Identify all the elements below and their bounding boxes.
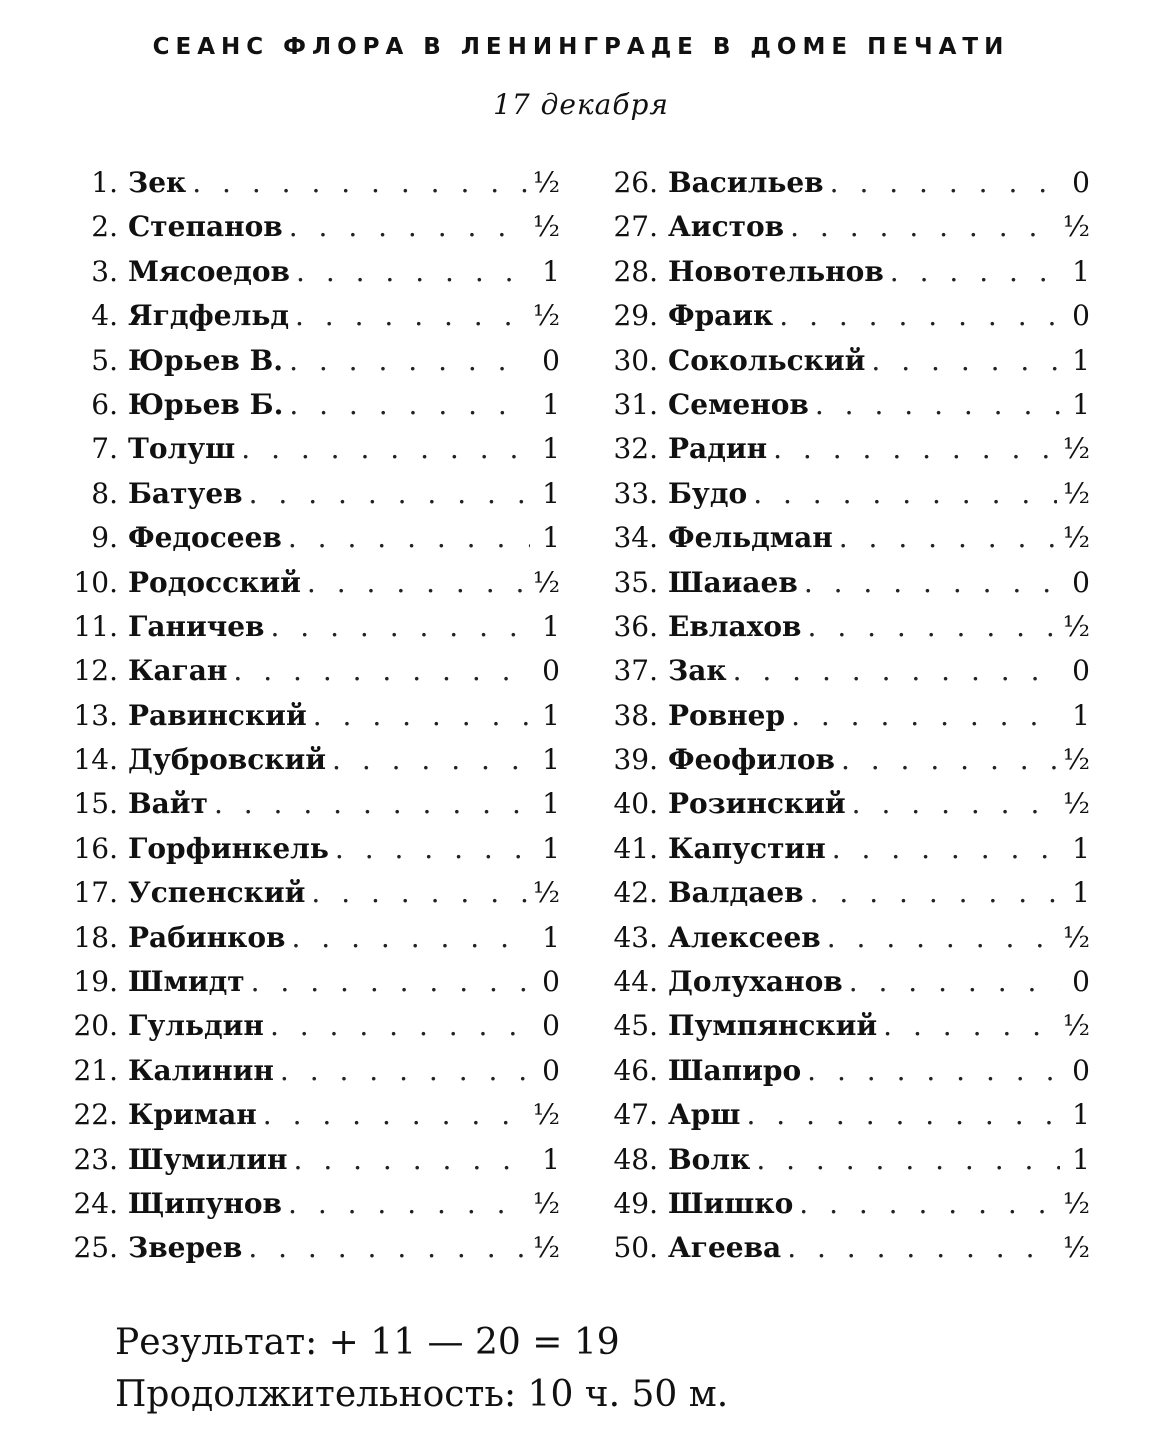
dot-leader: [841, 743, 1057, 776]
player-number: 14.: [73, 743, 118, 777]
player-name: Шапиро: [668, 1053, 802, 1087]
duration-summary: Продолжительность: 10 ч. 50 м.: [115, 1374, 729, 1415]
document-title: СЕАНС ФЛОРА В ЛЕНИНГРАДЕ В ДОМЕ ПЕЧАТИ: [152, 34, 1010, 60]
dot-leader: [288, 521, 530, 554]
player-name: Розинский: [668, 787, 846, 821]
player-number: 30.: [613, 343, 658, 377]
player-name: Мясоедов: [128, 254, 291, 288]
player-name: Равинский: [128, 698, 307, 732]
dot-leader: [214, 787, 530, 820]
player-number: 43.: [613, 920, 658, 954]
player-name: Родосский: [128, 565, 301, 599]
list-item: [50, 566, 560, 610]
game-score: ½: [1062, 1009, 1090, 1043]
player-name: Агеева: [668, 1231, 782, 1265]
player-number: 38.: [613, 698, 658, 732]
game-score: ½: [1062, 476, 1090, 510]
list-item: [50, 388, 560, 432]
dot-leader: [241, 432, 530, 465]
player-name: Успенский: [128, 876, 306, 910]
game-score: 1: [542, 920, 560, 954]
game-score: 0: [542, 1009, 560, 1043]
player-number: 37.: [613, 654, 658, 688]
game-score: ½: [1062, 1231, 1090, 1265]
game-score: ½: [532, 210, 560, 244]
dot-leader: [849, 965, 1060, 998]
list-item: [590, 344, 1090, 388]
game-score: 1: [542, 743, 560, 777]
player-name: Шишко: [668, 1186, 794, 1220]
game-score: 1: [1072, 254, 1090, 288]
player-name: Вайт: [128, 787, 208, 821]
list-item: [50, 477, 560, 521]
game-score: 1: [1072, 1098, 1090, 1132]
player-number: 16.: [73, 831, 118, 865]
dot-leader: [827, 921, 1057, 954]
document-date: 17 декабря: [493, 88, 669, 121]
game-score: 1: [542, 787, 560, 821]
game-score: 1: [1072, 698, 1090, 732]
game-score: ½: [532, 1098, 560, 1132]
game-score: ½: [1062, 1186, 1090, 1220]
player-name: Щипунов: [128, 1186, 283, 1220]
player-name: Шмидт: [128, 965, 245, 999]
player-number: 41.: [613, 831, 658, 865]
list-item: [590, 166, 1090, 210]
game-score: 1: [1072, 1142, 1090, 1176]
player-name: Новотельнов: [668, 254, 884, 288]
dot-leader: [288, 1187, 527, 1220]
player-number: 40.: [613, 787, 658, 821]
dot-leader: [313, 699, 530, 732]
player-number: 34.: [613, 521, 658, 555]
player-number: 20.: [73, 1009, 118, 1043]
player-name: Рабинков: [128, 920, 286, 954]
list-item: [50, 876, 560, 920]
player-name: Фраик: [668, 299, 774, 333]
player-name: Ягдфельд: [128, 299, 289, 333]
player-name: Горфинкель: [128, 831, 329, 865]
player-number: 42.: [613, 876, 658, 910]
player-name: Васильев: [668, 166, 824, 199]
player-name: Толуш: [128, 432, 236, 466]
player-number: 17.: [73, 876, 118, 910]
player-number: 1.: [91, 166, 118, 199]
list-item: [50, 166, 560, 210]
player-name: Юрьев В.: [128, 343, 284, 377]
dot-leader: [753, 477, 1057, 510]
player-number: 7.: [91, 432, 118, 466]
player-number: 2.: [91, 210, 118, 244]
player-name: Федосеев: [128, 521, 282, 555]
list-item: [50, 299, 560, 343]
player-number: 3.: [91, 254, 118, 288]
game-score: ½: [532, 1186, 560, 1220]
player-number: 9.: [91, 521, 118, 555]
game-score: 1: [542, 698, 560, 732]
list-item: [590, 1143, 1090, 1187]
dot-leader: [773, 432, 1057, 465]
list-item: [590, 388, 1090, 432]
player-number: 13.: [73, 698, 118, 732]
player-name: Будо: [668, 476, 748, 510]
player-name: Семенов: [668, 387, 809, 421]
dot-leader: [779, 299, 1060, 332]
player-number: 46.: [613, 1053, 658, 1087]
player-name: Фельдман: [668, 521, 833, 555]
list-item: [50, 1187, 560, 1231]
list-item: [590, 1054, 1090, 1098]
game-score: ½: [1062, 432, 1090, 466]
list-item: [590, 432, 1090, 476]
player-number: 11.: [73, 609, 118, 643]
dot-leader: [263, 1098, 527, 1131]
game-score: 1: [542, 609, 560, 643]
list-item: [50, 210, 560, 254]
list-item: [50, 1009, 560, 1053]
list-item: [590, 299, 1090, 343]
dot-leader: [799, 1187, 1057, 1220]
game-score: 0: [1072, 565, 1090, 599]
dot-leader: [871, 344, 1060, 377]
player-number: 36.: [613, 609, 658, 643]
result-summary: Результат: + 11 — 20 = 19: [115, 1322, 620, 1363]
game-score: 0: [1072, 965, 1090, 999]
player-name: Зек: [128, 166, 187, 199]
player-name: Ровнер: [668, 698, 786, 732]
player-name: Криман: [128, 1098, 257, 1132]
game-score: 0: [542, 654, 560, 688]
list-item: [590, 210, 1090, 254]
list-item: [50, 1143, 560, 1187]
dot-leader: [790, 210, 1057, 243]
game-score: 0: [1072, 166, 1090, 199]
list-item: [590, 965, 1090, 1009]
list-item: [590, 1231, 1090, 1275]
list-item: [590, 832, 1090, 876]
player-number: 21.: [73, 1053, 118, 1087]
player-name: Алексеев: [668, 920, 821, 954]
dot-leader: [787, 1231, 1057, 1264]
dot-leader: [249, 477, 530, 510]
dot-leader: [830, 166, 1060, 199]
dot-leader: [192, 166, 527, 199]
player-name: Долуханов: [668, 965, 843, 999]
list-item: [590, 876, 1090, 920]
game-score: ½: [1062, 787, 1090, 821]
player-name: Валдаев: [668, 876, 804, 910]
game-score: 1: [1072, 387, 1090, 421]
player-name: Сокольский: [668, 343, 866, 377]
player-number: 33.: [613, 476, 658, 510]
dot-leader: [852, 787, 1057, 820]
dot-leader: [756, 1143, 1060, 1176]
player-number: 49.: [613, 1186, 658, 1220]
player-name: Каган: [128, 654, 228, 688]
game-score: ½: [1062, 743, 1090, 777]
game-score: 0: [1072, 1053, 1090, 1087]
player-number: 24.: [73, 1186, 118, 1220]
results-column-right: [590, 166, 1090, 1276]
results-column-left: [50, 166, 560, 1276]
dot-leader: [839, 521, 1057, 554]
player-number: 18.: [73, 920, 118, 954]
list-item: [50, 654, 560, 698]
dot-leader: [294, 1143, 530, 1176]
dot-leader: [791, 699, 1060, 732]
list-item: [50, 832, 560, 876]
game-score: ½: [532, 166, 560, 199]
list-item: [590, 1009, 1090, 1053]
dot-leader: [807, 1054, 1060, 1087]
dot-leader: [332, 743, 530, 776]
player-number: 44.: [613, 965, 658, 999]
player-number: 28.: [613, 254, 658, 288]
game-score: ½: [1062, 920, 1090, 954]
player-name: Феофилов: [668, 743, 835, 777]
dot-leader: [248, 1231, 527, 1264]
list-item: [590, 787, 1090, 831]
list-item: [590, 699, 1090, 743]
dot-leader: [311, 876, 526, 909]
dot-leader: [270, 1009, 530, 1042]
game-score: 1: [542, 387, 560, 421]
player-number: 23.: [73, 1142, 118, 1176]
player-name: Пумпянский: [668, 1009, 878, 1043]
player-name: Евлахов: [668, 609, 802, 643]
dot-leader: [335, 832, 530, 865]
list-item: [590, 1187, 1090, 1231]
player-number: 12.: [73, 654, 118, 688]
list-item: [50, 965, 560, 1009]
list-item: [590, 610, 1090, 654]
list-item: [50, 432, 560, 476]
list-item: [590, 743, 1090, 787]
list-item: [590, 654, 1090, 698]
list-item: [590, 1098, 1090, 1142]
list-item: [590, 255, 1090, 299]
dot-leader: [307, 566, 527, 599]
game-score: 0: [542, 965, 560, 999]
list-item: [590, 477, 1090, 521]
game-score: 1: [1072, 831, 1090, 865]
dot-leader: [296, 255, 530, 288]
player-number: 25.: [73, 1231, 118, 1265]
game-score: 1: [1072, 343, 1090, 377]
list-item: [50, 743, 560, 787]
player-number: 4.: [91, 299, 118, 333]
dot-leader: [289, 344, 530, 377]
game-score: 1: [542, 521, 560, 555]
player-number: 48.: [613, 1142, 658, 1176]
game-score: ½: [1062, 521, 1090, 555]
game-score: 0: [542, 343, 560, 377]
game-score: ½: [532, 565, 560, 599]
list-item: [50, 921, 560, 965]
player-number: 19.: [73, 965, 118, 999]
player-name: Капустин: [668, 831, 826, 865]
dot-leader: [733, 654, 1060, 687]
player-name: Дубровский: [128, 743, 327, 777]
dot-leader: [890, 255, 1060, 288]
dot-leader: [832, 832, 1060, 865]
dot-leader: [746, 1098, 1060, 1131]
list-item: [50, 255, 560, 299]
game-score: 1: [542, 432, 560, 466]
dot-leader: [289, 388, 530, 421]
game-score: 0: [1072, 654, 1090, 688]
game-score: 0: [1072, 299, 1090, 333]
player-name: Юрьев Б.: [128, 387, 284, 421]
player-number: 27.: [613, 210, 658, 244]
dot-leader: [804, 566, 1060, 599]
list-item: [50, 787, 560, 831]
player-number: 26.: [613, 166, 658, 199]
dot-leader: [883, 1009, 1057, 1042]
list-item: [590, 921, 1090, 965]
player-name: Калинин: [128, 1053, 274, 1087]
player-name: Ганичев: [128, 609, 265, 643]
list-item: [50, 610, 560, 654]
list-item: [50, 1098, 560, 1142]
game-score: 1: [542, 831, 560, 865]
game-score: ½: [532, 1231, 560, 1265]
player-number: 22.: [73, 1098, 118, 1132]
player-number: 39.: [613, 743, 658, 777]
dot-leader: [808, 610, 1057, 643]
game-score: ½: [1062, 609, 1090, 643]
dot-leader: [810, 876, 1060, 909]
player-name: Радин: [668, 432, 768, 466]
player-name: Шаиаев: [668, 565, 798, 599]
player-number: 10.: [73, 565, 118, 599]
dot-leader: [251, 965, 530, 998]
player-name: Волк: [668, 1142, 751, 1176]
dot-leader: [292, 921, 531, 954]
player-number: 35.: [613, 565, 658, 599]
player-number: 47.: [613, 1098, 658, 1132]
player-number: 50.: [613, 1231, 658, 1265]
list-item: [50, 1231, 560, 1275]
player-number: 15.: [73, 787, 118, 821]
player-name: Шумилин: [128, 1142, 288, 1176]
player-name: Зак: [668, 654, 727, 688]
game-score: 1: [542, 254, 560, 288]
dot-leader: [295, 299, 527, 332]
game-score: 0: [542, 1053, 560, 1087]
game-score: 1: [542, 1142, 560, 1176]
game-score: 1: [1072, 876, 1090, 910]
game-score: ½: [1062, 210, 1090, 244]
list-item: [50, 344, 560, 388]
game-score: ½: [532, 876, 560, 910]
player-number: 32.: [613, 432, 658, 466]
player-name: Гульдин: [128, 1009, 264, 1043]
player-number: 29.: [613, 299, 658, 333]
list-item: [50, 699, 560, 743]
list-item: [590, 566, 1090, 610]
list-item: [50, 1054, 560, 1098]
dot-leader: [233, 654, 530, 687]
dot-leader: [815, 388, 1060, 421]
player-name: Арш: [668, 1098, 741, 1132]
player-name: Зверев: [128, 1231, 243, 1265]
player-number: 45.: [613, 1009, 658, 1043]
player-number: 5.: [91, 343, 118, 377]
player-number: 31.: [613, 387, 658, 421]
list-item: [590, 521, 1090, 565]
list-item: [50, 521, 560, 565]
dot-leader: [289, 210, 527, 243]
game-score: ½: [532, 299, 560, 333]
player-number: 6.: [91, 387, 118, 421]
player-name: Батуев: [128, 476, 243, 510]
dot-leader: [271, 610, 531, 643]
game-score: 1: [542, 476, 560, 510]
player-number: 8.: [91, 476, 118, 510]
player-name: Аистов: [668, 210, 785, 244]
player-name: Степанов: [128, 210, 283, 244]
dot-leader: [280, 1054, 530, 1087]
